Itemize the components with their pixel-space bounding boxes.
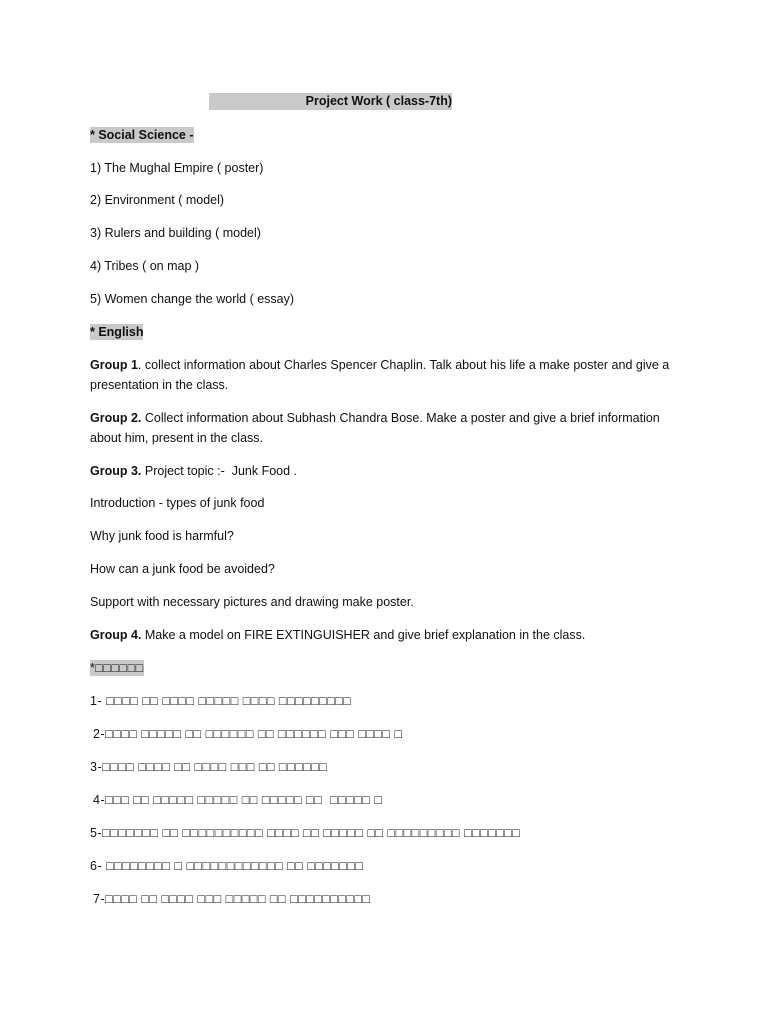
junk-food-line: How can a junk food be avoided? <box>90 562 275 576</box>
social-science-item: 2) Environment ( model) <box>90 193 225 207</box>
english-group-2 <box>90 408 680 448</box>
group-1-label: Group 1 <box>90 358 138 372</box>
english-group-1 <box>90 355 680 395</box>
group-4-label: Group 4. <box>90 628 142 642</box>
hindi-item: 3-□□□□ □□□□ □□ □□□□ □□□ □□ □□□□□□ <box>90 760 328 774</box>
english-group-3 <box>90 463 297 479</box>
hindi-item: 1- □□□□ □□ □□□□ □□□□□ □□□□ □□□□□□□□□ <box>90 694 352 708</box>
hindi-heading: *□□□□□□ <box>90 661 144 675</box>
page-title: Project Work ( class-7th) <box>209 93 452 110</box>
social-science-heading: * Social Science - <box>90 128 194 142</box>
hindi-item: 4-□□□ □□ □□□□□ □□□□□ □□ □□□□□ □□ □□□□□ □ <box>93 793 383 807</box>
social-science-item: 5) Women change the world ( essay) <box>90 292 295 306</box>
group-3-text: Project topic :- Junk Food . <box>141 464 298 478</box>
junk-food-line: Support with necessary pictures and drawing make poster. <box>90 595 414 609</box>
group-2-text: Collect information about Subhash Chandra Bose. Make a poster and give a brief information about him, present in the class. <box>90 411 660 445</box>
group-1-text: . collect information about Charles Spencer Chaplin. Talk about his life a make poster and give a presentation in the class. <box>90 358 670 392</box>
english-group-4 <box>90 627 585 643</box>
english-heading: * English <box>90 325 144 339</box>
group-2-label: Group 2. <box>90 411 142 425</box>
junk-food-line: Why junk food is harmful? <box>90 529 234 543</box>
group-4-text: Make a model on FIRE EXTINGUISHER and give brief explanation in the class. <box>141 628 586 642</box>
junk-food-line: Introduction - types of junk food <box>90 496 265 510</box>
social-science-item: 3) Rulers and building ( model) <box>90 226 261 240</box>
hindi-item: 2-□□□□ □□□□□ □□ □□□□□□ □□ □□□□□□ □□□ □□□□ □ <box>93 727 403 741</box>
social-science-item: 1) The Mughal Empire ( poster) <box>90 161 264 175</box>
hindi-item: 5-□□□□□□□ □□ □□□□□□□□□□ □□□□ □□ □□□□□ □□ □□□□□□□□□ □□□□□□□ <box>90 826 521 840</box>
hindi-item: 7-□□□□ □□ □□□□ □□□ □□□□□ □□ □□□□□□□□□□ <box>93 892 371 906</box>
group-3-label: Group 3. <box>90 464 142 478</box>
social-science-item: 4) Tribes ( on map ) <box>90 259 200 273</box>
hindi-item: 6- □□□□□□□□ □ □□□□□□□□□□□□ □□ □□□□□□□ <box>90 859 364 873</box>
